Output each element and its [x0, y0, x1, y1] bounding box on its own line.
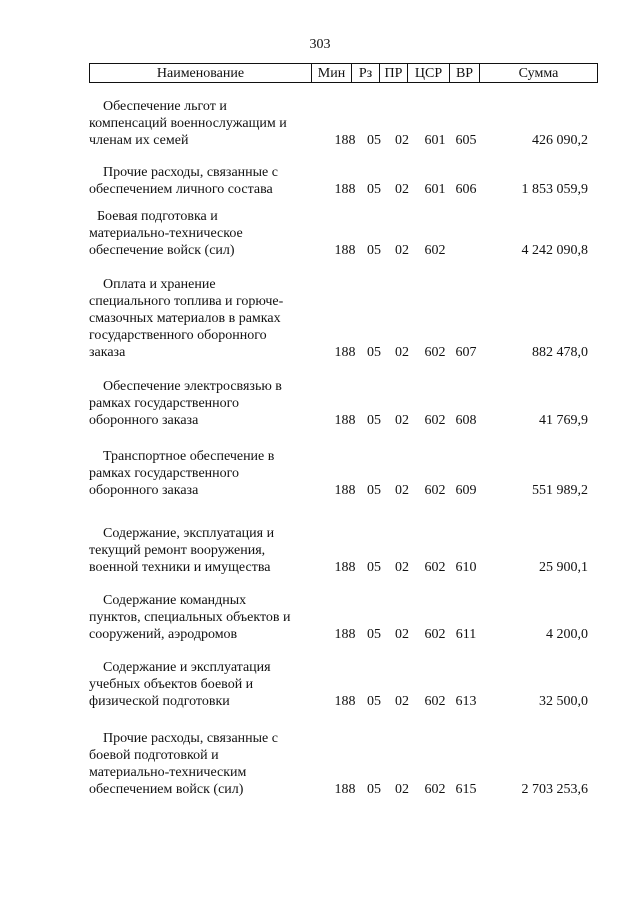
row-min: 188 [334, 560, 356, 575]
row-name-line: материально-техническим [89, 765, 247, 780]
row-csr: 601 [424, 133, 446, 148]
row-min: 188 [334, 243, 356, 258]
table-row [0, 378, 640, 429]
row-name-line: компенсаций военнослужащим и [89, 116, 287, 131]
row-rz: 05 [367, 243, 381, 258]
row-name-line: Транспортное обеспечение в [103, 449, 275, 464]
row-vr: 606 [455, 182, 477, 197]
row-min: 188 [334, 133, 356, 148]
row-pr: 02 [395, 627, 409, 642]
row-vr: 613 [455, 694, 477, 709]
row-sum: 41 769,9 [539, 413, 588, 428]
row-name-line: пунктов, специальных объектов и [89, 610, 291, 625]
row-name-line: специального топлива и горюче- [89, 294, 284, 309]
header-min: Мин [312, 64, 352, 82]
table-row [0, 208, 640, 259]
row-name [89, 730, 317, 798]
row-name [89, 276, 317, 361]
row-pr: 02 [395, 694, 409, 709]
row-name-line: Оплата и хранение [103, 277, 216, 292]
row-min: 188 [334, 413, 356, 428]
row-name-line: Прочие расходы, связанные с [103, 165, 278, 180]
row-name-line: обеспечением личного состава [89, 182, 273, 197]
row-name-line: обеспечением войск (сил) [89, 782, 244, 797]
row-name-line: боевой подготовкой и [89, 748, 219, 763]
row-pr: 02 [395, 243, 409, 258]
row-min: 188 [334, 627, 356, 642]
table-row [0, 659, 640, 710]
row-vr: 608 [455, 413, 477, 428]
row-name-line: заказа [89, 345, 126, 360]
row-rz: 05 [367, 782, 381, 797]
table-row [0, 98, 640, 149]
row-rz: 05 [367, 413, 381, 428]
table-row [0, 730, 640, 798]
row-rz: 05 [367, 627, 381, 642]
row-min: 188 [334, 782, 356, 797]
row-min: 188 [334, 182, 356, 197]
row-name-line: рамках государственного [89, 396, 240, 411]
row-rz: 05 [367, 694, 381, 709]
row-pr: 02 [395, 182, 409, 197]
row-csr: 602 [424, 243, 446, 258]
row-name-line: сооружений, аэродромов [89, 627, 238, 642]
row-pr: 02 [395, 345, 409, 360]
row-pr: 02 [395, 782, 409, 797]
table-row [0, 276, 640, 361]
row-name-line: физической подготовки [89, 694, 230, 709]
row-csr: 601 [424, 182, 446, 197]
row-csr: 602 [424, 782, 446, 797]
row-name-line: Содержание и эксплуатация [103, 660, 271, 675]
row-name-line: обеспечение войск (сил) [89, 243, 235, 258]
row-vr: 610 [455, 560, 477, 575]
header-pr: ПР [380, 64, 408, 82]
row-name-line: Прочие расходы, связанные с [103, 731, 278, 746]
row-sum: 2 703 253,6 [521, 782, 588, 797]
row-csr: 602 [424, 694, 446, 709]
row-vr: 607 [455, 345, 477, 360]
header-vr: ВР [450, 64, 480, 82]
row-rz: 05 [367, 560, 381, 575]
row-name-line: учебных объектов боевой и [89, 677, 254, 692]
row-name-line: материально-техническое [89, 226, 243, 241]
table-row [0, 525, 640, 576]
row-name-line: рамках государственного [89, 466, 240, 481]
row-name [89, 592, 317, 643]
row-name [89, 164, 317, 198]
row-pr: 02 [395, 413, 409, 428]
row-name [89, 525, 317, 576]
row-min: 188 [334, 483, 356, 498]
row-name [89, 448, 317, 499]
row-rz: 05 [367, 133, 381, 148]
row-rz: 05 [367, 182, 381, 197]
row-sum: 4 200,0 [546, 627, 588, 642]
row-name-line: государственного оборонного [89, 328, 267, 343]
row-csr: 602 [424, 413, 446, 428]
row-name-line: Обеспечение электросвязью в [103, 379, 282, 394]
row-name-line: Содержание командных [103, 593, 247, 608]
row-sum: 1 853 059,9 [521, 182, 588, 197]
header-csr: ЦСР [408, 64, 450, 82]
row-rz: 05 [367, 483, 381, 498]
header-sum: Сумма [518, 66, 559, 81]
row-vr: 605 [455, 133, 477, 148]
row-name-line: военной техники и имущества [89, 560, 271, 575]
row-sum: 882 478,0 [532, 345, 588, 360]
table-row [0, 164, 640, 198]
row-pr: 02 [395, 560, 409, 575]
row-name-line: оборонного заказа [89, 413, 199, 428]
row-name-line: текущий ремонт вооружения, [89, 543, 266, 558]
table-row [0, 448, 640, 499]
row-min: 188 [334, 345, 356, 360]
row-name-line: Обеспечение льгот и [103, 99, 227, 114]
row-name [89, 98, 317, 149]
page-number: 303 [309, 37, 331, 52]
row-min: 188 [334, 694, 356, 709]
row-csr: 602 [424, 627, 446, 642]
row-name [89, 659, 317, 710]
row-vr: 611 [455, 627, 477, 642]
header-rz: Рз [352, 64, 380, 82]
row-name-line: Содержание, эксплуатация и [103, 526, 275, 541]
row-name-line: оборонного заказа [89, 483, 199, 498]
row-pr: 02 [395, 483, 409, 498]
row-name [89, 378, 317, 429]
header-name: Наименование [90, 64, 312, 82]
row-csr: 602 [424, 560, 446, 575]
row-rz: 05 [367, 345, 381, 360]
row-sum: 4 242 090,8 [521, 243, 588, 258]
row-csr: 602 [424, 483, 446, 498]
row-name [89, 208, 317, 259]
row-name-line: смазочных материалов в рамках [89, 311, 281, 326]
table-row [0, 592, 640, 643]
row-sum: 32 500,0 [539, 694, 588, 709]
row-vr: 615 [455, 782, 477, 797]
row-pr: 02 [395, 133, 409, 148]
row-name-line: членам их семей [89, 133, 189, 148]
row-vr: 609 [455, 483, 477, 498]
row-sum: 551 989,2 [532, 483, 588, 498]
row-name-line: Боевая подготовка и [97, 209, 218, 224]
row-csr: 602 [424, 345, 446, 360]
table-header [89, 63, 598, 83]
row-sum: 426 090,2 [532, 133, 588, 148]
row-sum: 25 900,1 [539, 560, 588, 575]
